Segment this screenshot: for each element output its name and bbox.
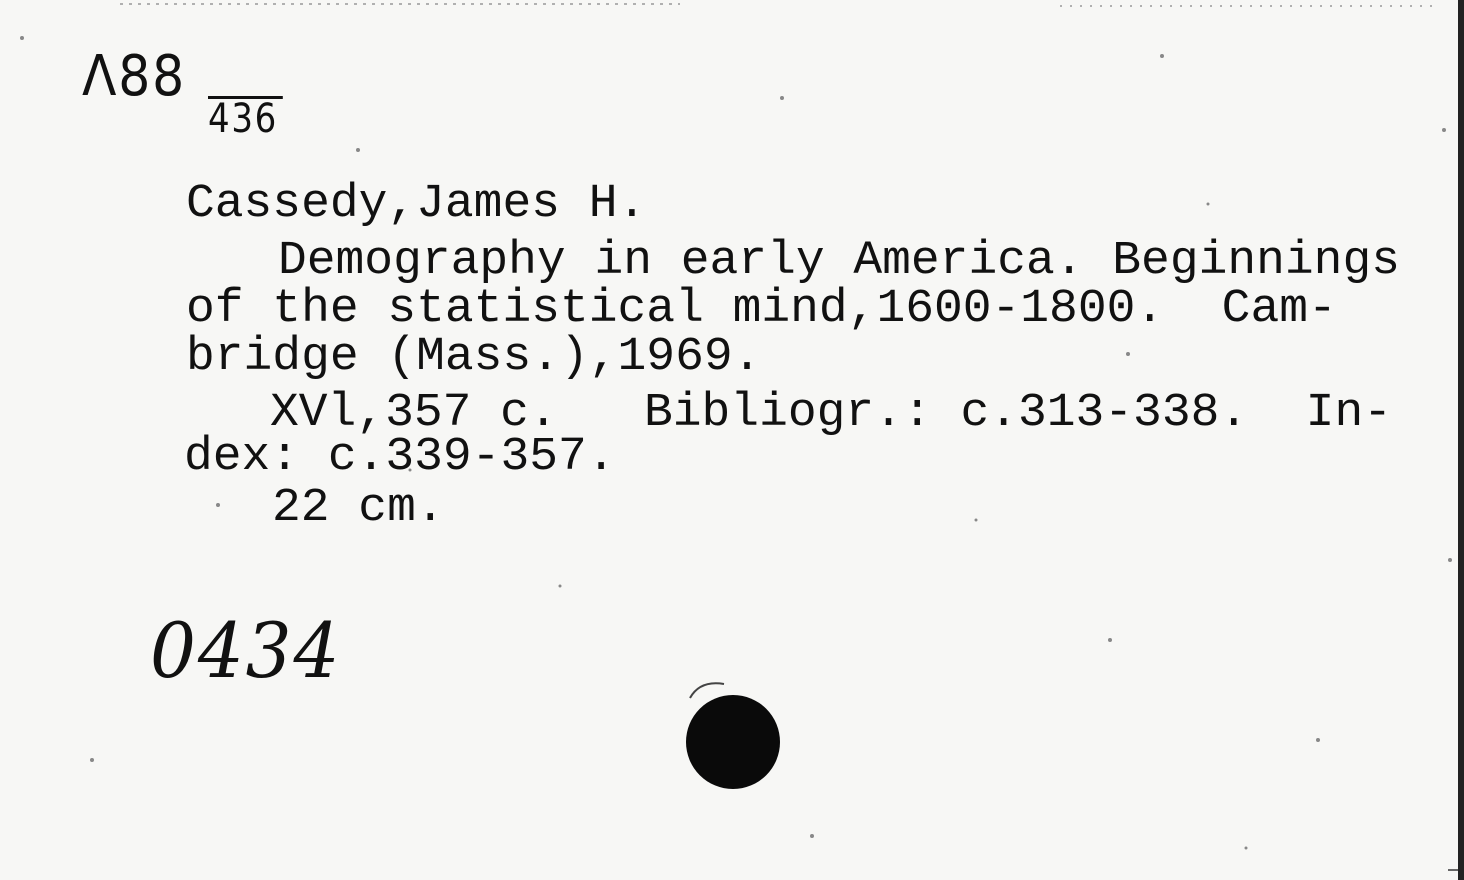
title-line-3: bridge (Mass.),1969.	[186, 331, 762, 384]
accession-number: 0434	[150, 606, 342, 695]
title-line-2: of the statistical mind,1600-1800. Cam-	[186, 283, 1337, 336]
author-line: Cassedy,James H.	[186, 178, 647, 231]
card-right-edge	[1458, 0, 1464, 880]
punch-hole	[686, 695, 780, 789]
title-line-1: Demography in early America. Beginnings	[278, 235, 1400, 288]
size-line: 22 cm.	[272, 482, 445, 535]
collation-line-2: dex: c.339-357.	[184, 431, 616, 484]
call-number-main: Λ88	[82, 44, 187, 109]
collation-line-1: XVl,357 c. Bibliogr.: c.313-338. In-	[270, 387, 1392, 440]
punch-hole-edge-mark	[690, 683, 724, 698]
call-number-sub: 436	[208, 96, 279, 142]
